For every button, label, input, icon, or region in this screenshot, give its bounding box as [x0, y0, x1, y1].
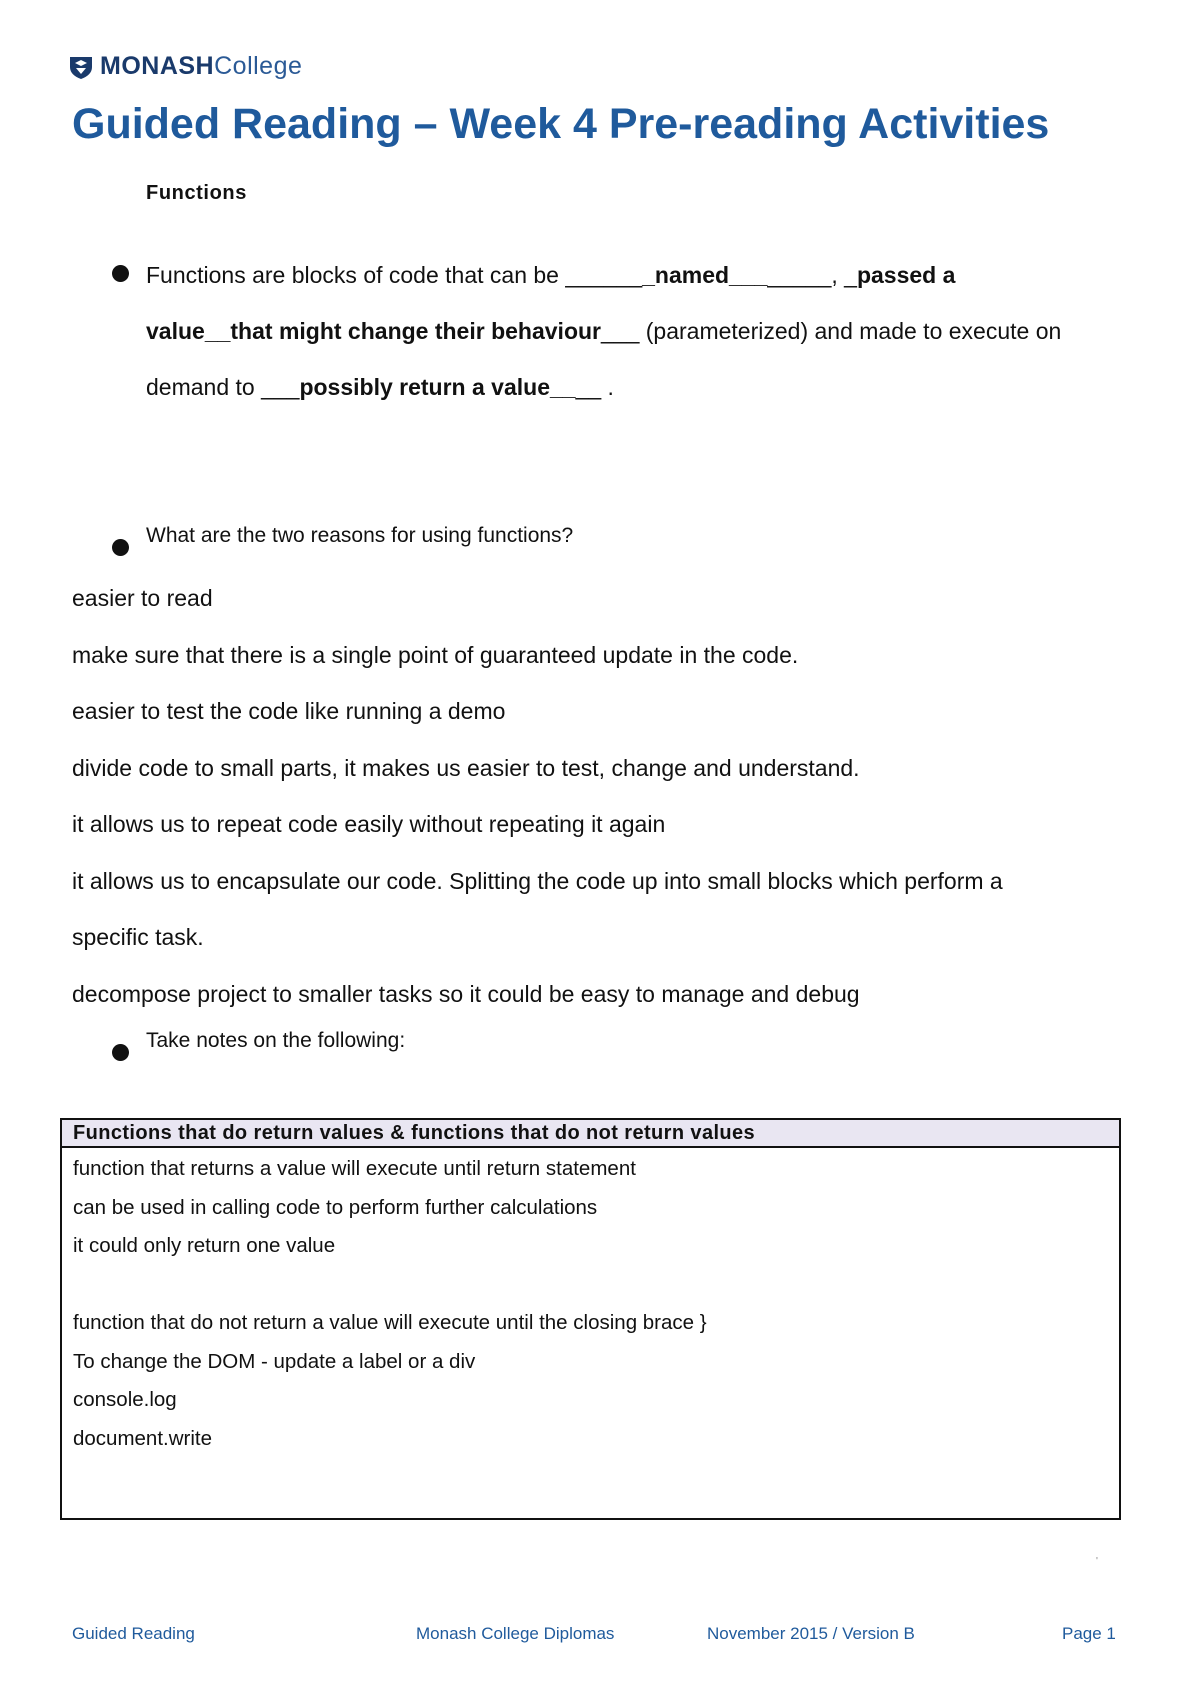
question-text: _____, _ [767, 262, 857, 288]
answer-line: it allows us to repeat code easily without repeating it again [72, 811, 666, 837]
answer-line: specific task. [72, 924, 204, 950]
question-take-notes: Take notes on the following: [146, 1029, 406, 1052]
question-text: demand to ___ [146, 374, 300, 400]
logo-word-monash: MONASH [100, 52, 215, 80]
notes-table-header: Functions that do return values & functions that do not return values [62, 1120, 1119, 1148]
note-line: function that returns a value will execute until return statement [73, 1157, 636, 1180]
footer-left: Guided Reading [72, 1624, 195, 1643]
answer-text: value__that might change their behaviour [146, 318, 601, 344]
bullet-icon [112, 1044, 129, 1061]
question-line [146, 303, 1136, 359]
note-line: function that do not return a value will execute until the closing brace } [73, 1311, 707, 1334]
note-line: document.write [73, 1426, 213, 1450]
question-text: ___ (parameterized) and made to execute on [601, 318, 1062, 344]
question-line [146, 247, 1136, 303]
answer-text: _named___ [642, 262, 768, 288]
section-heading: Functions [146, 182, 247, 204]
bullet-icon [112, 539, 129, 556]
footer-center: Monash College Diplomas [416, 1624, 615, 1643]
notes-table [60, 1118, 1121, 1520]
note-line: console.log [73, 1388, 177, 1411]
note-line: it could only return one value [73, 1234, 336, 1257]
answer-text: possibly return a value__ [299, 374, 576, 400]
monash-college-logo [68, 52, 302, 81]
logo-word-college: College [214, 52, 303, 80]
answer-line: easier to read [72, 585, 213, 611]
answers-list [72, 570, 1132, 1022]
note-line: can be used in calling code to perform further calculations [73, 1195, 598, 1219]
question-text: Functions are blocks of code that can be ______ [146, 262, 643, 288]
logo-wordmark [100, 52, 302, 81]
page-title: Guided Reading – Week 4 Pre-reading Activities [72, 100, 1050, 148]
answer-text: passed a [856, 262, 956, 288]
answer-line: divide code to small parts, it makes us easier to test, change and understand. [72, 754, 860, 781]
monash-crest-icon [68, 54, 94, 80]
footer-page-number: Page 1 [1062, 1624, 1116, 1643]
notes-table-body [62, 1148, 1119, 1460]
page-mark: ' [1096, 1556, 1098, 1567]
footer-date-version: November 2015 / Version B [707, 1624, 915, 1643]
answer-line: make sure that there is a single point of guaranteed update in the code. [72, 641, 799, 668]
answer-line: easier to test the code like running a demo [72, 698, 506, 724]
answer-line: decompose project to smaller tasks so it could be easy to manage and debug [72, 980, 860, 1007]
question-text: __ . [575, 374, 614, 400]
note-line-blank [73, 1266, 1108, 1305]
note-line: To change the DOM - update a label or a div [73, 1349, 476, 1373]
question-functions-definition [146, 247, 1136, 415]
bullet-icon [112, 265, 129, 282]
question-line [146, 359, 1136, 415]
answer-line: it allows us to encapsulate our code. Splitting the code up into small blocks which perform a [72, 867, 1003, 894]
question-reasons: What are the two reasons for using functions? [146, 524, 574, 547]
